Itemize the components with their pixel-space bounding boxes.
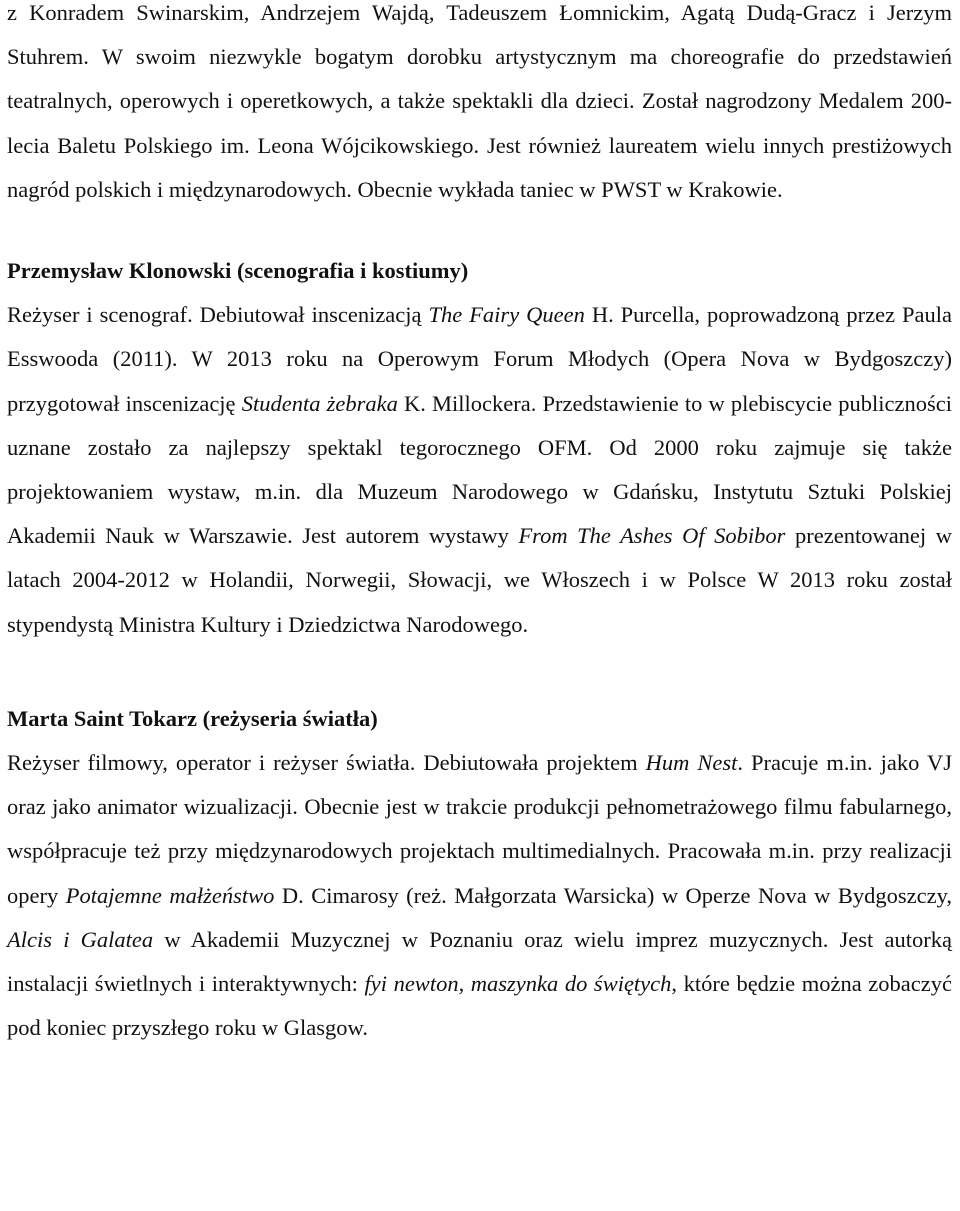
bio-text-segment: H. Purcella, poprowadzoną przez Paula Esswooda (2011). W 2013 roku na Operowym Forum Młodych (Opera Nova w Bydgoszczy) przygotował inscenizację	[7, 302, 952, 416]
bio-text-segment: , które będzie można zobaczyć pod koniec przyszłego roku w Glasgow.	[7, 971, 952, 1041]
section-heading-klonowski: Przemysław Klonowski (scenografia i kostiumy)	[7, 258, 469, 284]
bio-text-segment: prezentowanej w latach 2004-2012 w Holandii, Norwegii, Słowacji, we Włoszech i w Polsce W 2013 roku został stypendystą Ministra Kultury i Dziedzictwa Narodowego.	[7, 523, 952, 637]
work-title-italic: From The Ashes Of Sobibor	[518, 523, 786, 549]
bio-paragraph-tokarz	[7, 741, 952, 1050]
work-title-italic: Alcis i Galatea	[7, 926, 154, 952]
bio-text-segment: Reżyser i scenograf. Debiutował inscenizacją	[7, 302, 429, 328]
work-title-italic: Studenta żebraka	[241, 390, 398, 416]
bio-text-segment: . Pracuje m.in. jako VJ oraz jako animator wizualizacji. Obecnie jest w trakcie produkcji pełnometrażowego filmu fabularnego, współpracuje też przy międzynarodowych projektach multimedialnych. Pracowała m.in. przy realizacji opery	[7, 750, 953, 908]
work-title-italic: The Fairy Queen	[428, 302, 585, 328]
bio-text-segment: w Akademii Muzycznej w Poznaniu oraz wielu imprez muzycznych. Jest autorką instalacji świetlnych i interaktywnych:	[7, 926, 952, 997]
section-heading-tokarz: Marta Saint Tokarz (reżyseria światła)	[7, 705, 378, 731]
bio-text-segment: D. Cimarosy (reż. Małgorzata Warsicka) w Operze Nova w Bydgoszczy,	[274, 882, 953, 908]
work-title-italic: Potajemne małżeństwo	[65, 882, 275, 908]
work-title-italic: Hum Nest	[645, 750, 738, 776]
work-title-italic: fyi newton, maszynka do świętych	[364, 971, 672, 997]
bio-paragraph-klonowski	[7, 293, 952, 647]
bio-text-segment: K. Millockera. Przedstawienie to w plebiscycie publiczności uznane zostało za najlepszy spektakl tegorocznego OFM. Od 2000 roku zajmuje się także projektowaniem wystaw, m.in. dla Muzeum Narodowego w Gdańsku, Instytutu Sztuki Polskiej Akademii Nauk w Warszawie. Jest autorem wystawy	[7, 390, 952, 549]
intro-paragraph: z Konradem Swinarskim, Andrzejem Wajdą, Tadeuszem Łomnickim, Agatą Dudą-Gracz i Jerzym Stuhrem. W swoim niezwykle bogatym dorobku artystycznym ma choreografie do przedstawień teatralnych, operowych i operetkowych, a także spektakli dla dzieci. Został nagrodzony Medalem 200-lecia Baletu Polskiego im. Leona Wójcikowskiego. Jest również laureatem wielu innych prestiżowych nagród polskich i międzynarodowych. Obecnie wykłada taniec w PWST w Krakowie.	[7, 0, 952, 202]
bio-text-segment: Reżyser filmowy, operator i reżyser światła. Debiutowała projektem	[7, 750, 646, 776]
